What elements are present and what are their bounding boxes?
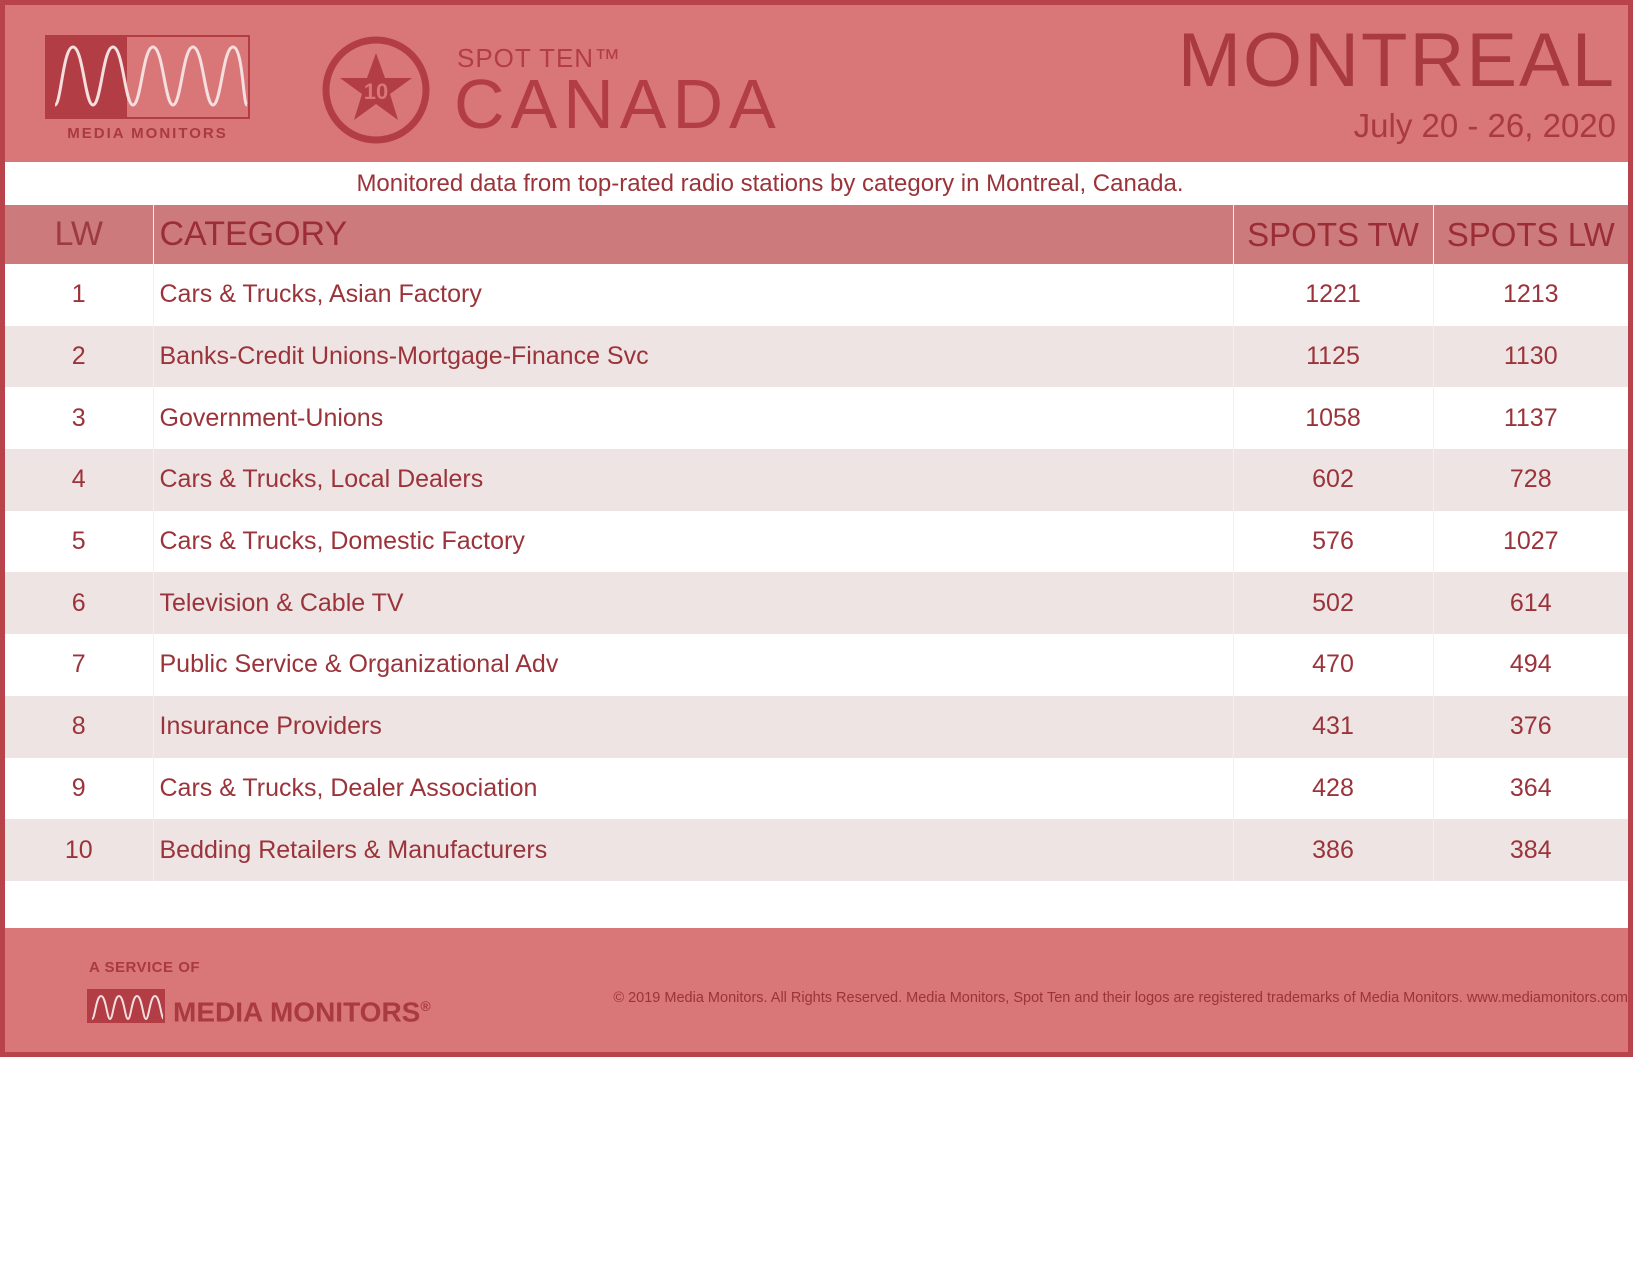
- row-spots-tw: 602: [1233, 449, 1433, 511]
- row-spots-lw: 376: [1433, 696, 1628, 758]
- row-rank: 8: [5, 696, 153, 758]
- column-header-lw: LW: [5, 205, 153, 264]
- date-range: July 20 - 26, 2020: [1353, 107, 1616, 144]
- spot-ten-label: SPOT TEN™: [457, 43, 622, 73]
- row-rank: 6: [5, 572, 153, 634]
- row-category: Cars & Trucks, Domestic Factory: [153, 511, 1233, 573]
- row-spots-lw: 1213: [1433, 264, 1628, 326]
- row-spots-lw: 614: [1433, 572, 1628, 634]
- row-spots-lw: 1027: [1433, 511, 1628, 573]
- table-row: [5, 511, 1628, 573]
- table-row: [5, 758, 1628, 820]
- row-category: Government-Unions: [153, 387, 1233, 449]
- row-rank: 1: [5, 264, 153, 326]
- row-category: Television & Cable TV: [153, 572, 1233, 634]
- table-row: [5, 326, 1628, 388]
- media-monitors-logo: [45, 35, 250, 143]
- column-header-spots-tw: SPOTS TW: [1233, 205, 1433, 264]
- row-rank: 3: [5, 387, 153, 449]
- row-spots-tw: 502: [1233, 572, 1433, 634]
- waveform-icon: [47, 37, 250, 119]
- row-spots-tw: 428: [1233, 758, 1433, 820]
- row-rank: 2: [5, 326, 153, 388]
- registered-mark: ®: [420, 998, 431, 1014]
- country-title: CANADA: [454, 65, 782, 143]
- badge-number: 10: [363, 79, 389, 104]
- report-subtitle: Monitored data from top-rated radio stations by category in Montreal, Canada.: [356, 170, 1184, 197]
- city-title: MONTREAL: [1177, 18, 1616, 103]
- column-header-spots-lw: SPOTS LW: [1433, 205, 1628, 264]
- table-row: [5, 572, 1628, 634]
- table-row: [5, 449, 1628, 511]
- row-category: Bedding Retailers & Manufacturers: [153, 819, 1233, 881]
- column-header-category: CATEGORY: [153, 205, 1233, 264]
- row-spots-tw: 576: [1233, 511, 1433, 573]
- row-spots-lw: 364: [1433, 758, 1628, 820]
- row-rank: 7: [5, 634, 153, 696]
- row-spots-tw: 470: [1233, 634, 1433, 696]
- table-header-row: [5, 205, 1628, 264]
- row-spots-tw: 386: [1233, 819, 1433, 881]
- table-row: [5, 264, 1628, 326]
- row-category: Public Service & Organizational Adv: [153, 634, 1233, 696]
- logo-brand-text: MEDIA MONITORS: [67, 125, 228, 142]
- row-spots-lw: 728: [1433, 449, 1628, 511]
- row-spots-tw: 1221: [1233, 264, 1433, 326]
- row-category: Cars & Trucks, Asian Factory: [153, 264, 1233, 326]
- row-rank: 5: [5, 511, 153, 573]
- copyright-text: © 2019 Media Monitors. All Rights Reserved. Media Monitors, Spot Ten and their logos are registered trademarks of Media Monitors. www.mediamonitors.com: [613, 990, 1628, 1006]
- row-category: Insurance Providers: [153, 696, 1233, 758]
- table-row: [5, 819, 1628, 881]
- row-spots-lw: 384: [1433, 819, 1628, 881]
- row-rank: 9: [5, 758, 153, 820]
- row-category: Banks-Credit Unions-Mortgage-Finance Svc: [153, 326, 1233, 388]
- row-spots-lw: 1137: [1433, 387, 1628, 449]
- row-rank: 10: [5, 819, 153, 881]
- row-spots-lw: 1130: [1433, 326, 1628, 388]
- footer-waveform-icon: [89, 991, 165, 1023]
- row-category: Cars & Trucks, Dealer Association: [153, 758, 1233, 820]
- row-category: Cars & Trucks, Local Dealers: [153, 449, 1233, 511]
- service-of-label: A SERVICE OF: [89, 959, 201, 976]
- table-row: [5, 634, 1628, 696]
- row-spots-tw: 431: [1233, 696, 1433, 758]
- report-content: [5, 162, 1628, 928]
- table-row: [5, 387, 1628, 449]
- row-spots-tw: 1058: [1233, 387, 1433, 449]
- footer-media-monitors-logo: [87, 989, 437, 1028]
- table-row: [5, 696, 1628, 758]
- footer-brand-text: MEDIA MONITORS®: [173, 996, 431, 1028]
- ranking-table: [5, 205, 1628, 881]
- row-rank: 4: [5, 449, 153, 511]
- row-spots-tw: 1125: [1233, 326, 1433, 388]
- row-spots-lw: 494: [1433, 634, 1628, 696]
- spot-ten-star-icon: [321, 35, 431, 145]
